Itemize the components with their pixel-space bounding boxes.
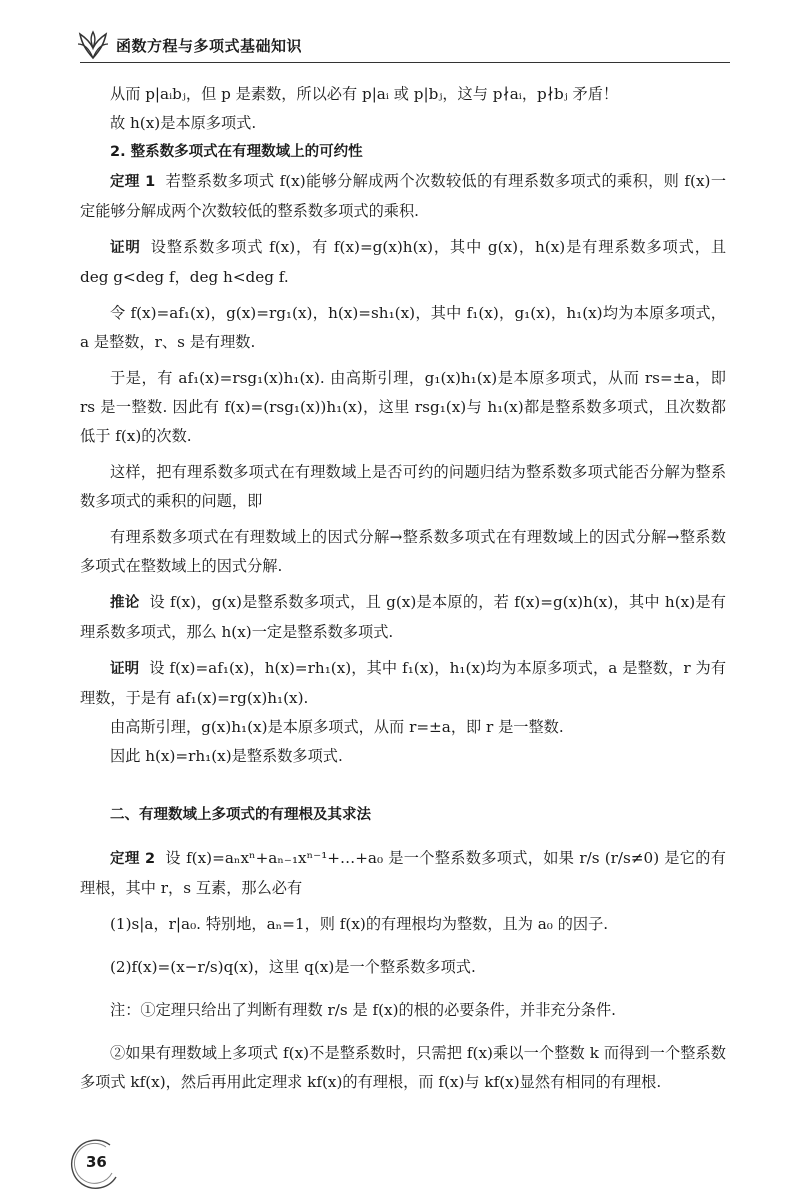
body-text bbox=[80, 80, 726, 1097]
paragraph-label: 证明 bbox=[110, 240, 141, 256]
paragraph-text: 设 f(x)，g(x)是整系数多项式，且 g(x)是本原的，若 f(x)=g(x)h(x)，其中 h(x)是有理系数多项式，那么 h(x)一定是整系数多项式. bbox=[80, 593, 726, 641]
paragraph bbox=[80, 458, 726, 516]
paragraph-text: 二、有理数域上多项式的有理根及其求法 bbox=[110, 807, 371, 823]
paragraph-label: 推论 bbox=[110, 595, 140, 611]
paragraph-text: 这样，把有理系数多项式在有理数域上是否可约的问题归结为整系数多项式能否分解为整系数多项式的乘积的问题，即 bbox=[80, 463, 726, 510]
paragraph-text: (2)f(x)=(x−r/s)q(x)，这里 q(x)是一个整系数多项式. bbox=[110, 958, 476, 976]
paragraph bbox=[80, 910, 726, 939]
paragraph bbox=[80, 299, 726, 357]
paragraph-text: 有理系数多项式在有理数域上的因式分解→整系数多项式在有理数域上的因式分解→整系数多项式在整数域上的因式分解. bbox=[80, 528, 726, 575]
paragraph-text: 设 f(x)=aₙxⁿ+aₙ₋₁xⁿ⁻¹+…+a₀ 是一个整系数多项式，如果 r/s (r/s≠0) 是它的有理根，其中 r，s 互素，那么必有 bbox=[80, 849, 726, 897]
paragraph bbox=[80, 233, 726, 292]
running-header bbox=[76, 28, 302, 62]
paragraph bbox=[80, 996, 726, 1025]
paragraph bbox=[80, 167, 726, 226]
paragraph-text: 2. 整系数多项式在有理数域上的可约性 bbox=[110, 144, 363, 160]
paragraph-text: 设整系数多项式 f(x)，有 f(x)=g(x)h(x)，其中 g(x)，h(x)是有理系数多项式，且 deg g<deg f，deg h<deg f. bbox=[80, 238, 727, 286]
paragraph bbox=[80, 364, 726, 451]
paragraph bbox=[80, 654, 726, 713]
paragraph-text: 令 f(x)=af₁(x)，g(x)=rg₁(x)，h(x)=sh₁(x)，其中 f₁(x)，g₁(x)，h₁(x)均为本原多项式，a 是整数，r、s 是有理数. bbox=[80, 304, 726, 351]
paragraph-text: 由高斯引理，g(x)h₁(x)是本原多项式，从而 r=±a，即 r 是一整数. bbox=[110, 718, 564, 736]
paragraph-label: 定理 1 bbox=[110, 174, 156, 190]
paragraph bbox=[80, 1039, 726, 1097]
paragraph-text: 因此 h(x)=rh₁(x)是整系数多项式. bbox=[110, 747, 343, 765]
paragraph bbox=[80, 109, 726, 138]
paragraph-label: 定理 2 bbox=[110, 851, 156, 867]
paragraph-label: 证明 bbox=[110, 661, 140, 677]
book-logo-icon bbox=[76, 30, 110, 60]
paragraph-text: 于是，有 af₁(x)=rsg₁(x)h₁(x). 由高斯引理，g₁(x)h₁(x)是本原多项式，从而 rs=±a，即 rs 是一整数. 因此有 f(x)=(rsg₁(x))h₁(x)，这里 rsg₁(x)与 h₁(x)都是整系数多项式，且次数都低于 f(x)的次数. bbox=[80, 369, 726, 445]
paragraph bbox=[80, 588, 726, 647]
book-title: 函数方程与多项式基础知识 bbox=[116, 36, 303, 55]
paragraph-text: 设 f(x)=af₁(x)，h(x)=rh₁(x)，其中 f₁(x)，h₁(x)均为本原多项式，a 是整数，r 为有理数，于是有 af₁(x)=rg(x)h₁(x). bbox=[80, 659, 727, 707]
page-number-badge bbox=[66, 1133, 124, 1191]
paragraph-text: 若整系数多项式 f(x)能够分解成两个次数较低的有理系数多项式的乘积，则 f(x)一定能够分解成两个次数较低的整系数多项式的乘积. bbox=[80, 172, 727, 220]
paragraph bbox=[80, 801, 726, 830]
paragraph-text: 注：①定理只给出了判断有理数 r/s 是 f(x)的根的必要条件，并非充分条件. bbox=[110, 1001, 616, 1019]
page-number: 36 bbox=[86, 1153, 107, 1171]
paragraph bbox=[80, 742, 726, 771]
paragraph-text: 故 h(x)是本原多项式. bbox=[110, 114, 257, 132]
paragraph bbox=[80, 138, 726, 167]
paragraph bbox=[80, 523, 726, 581]
paragraph bbox=[80, 953, 726, 982]
paragraph-text: (1)s|a，r|a₀. 特别地，aₙ=1，则 f(x)的有理根均为整数，且为 a₀ 的因子. bbox=[110, 915, 609, 933]
paragraph-text: 从而 p|aᵢbⱼ，但 p 是素数，所以必有 p|aᵢ 或 p|bⱼ，这与 p∤aᵢ，p∤bⱼ 矛盾！ bbox=[110, 85, 619, 103]
paragraph bbox=[80, 80, 726, 109]
paragraph-text: ②如果有理数域上多项式 f(x)不是整系数时，只需把 f(x)乘以一个整数 k 而得到一个整系数多项式 kf(x)，然后再用此定理求 kf(x)的有理根，而 f(x)与 kf(x)显然有相同的有理根. bbox=[80, 1044, 726, 1091]
paragraph bbox=[80, 713, 726, 742]
header-rule bbox=[80, 62, 730, 63]
paragraph bbox=[80, 844, 726, 903]
